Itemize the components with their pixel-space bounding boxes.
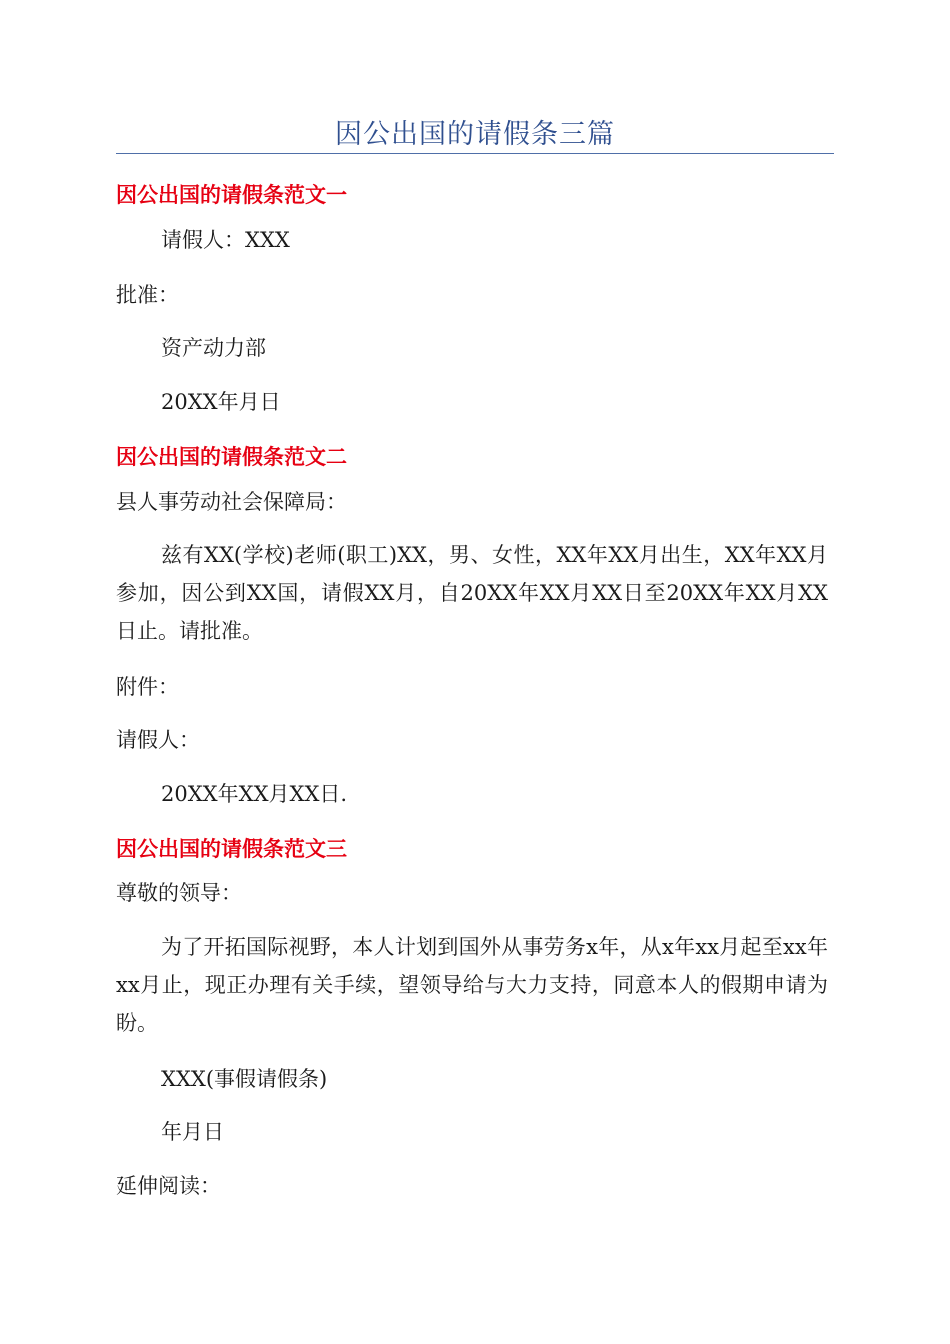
section-2-heading: 因公出国的请假条范文二 [116, 445, 347, 469]
section-3-heading: 因公出国的请假条范文三 [116, 837, 347, 861]
section-2-date: 20XX年XX月XX日. [161, 782, 348, 806]
title-underline [116, 153, 834, 154]
section-3-date: 年月日 [161, 1120, 224, 1144]
section-1-department: 资产动力部 [161, 336, 266, 360]
section-2-addressee: 县人事劳动社会保障局： [116, 490, 347, 514]
section-3-signature: XXX(事假请假条) [161, 1067, 328, 1091]
section-2-applicant: 请假人： [116, 728, 200, 752]
section-3-addressee: 尊敬的领导： [116, 881, 242, 905]
section-1-approve: 批准： [116, 283, 179, 307]
section-1-applicant: 请假人：XXX [161, 228, 290, 252]
section-2-body: 兹有XX(学校)老师(职工)XX，男、女性，XX年XX月出生，XX年XX月参加，因公到XX国，请假XX月，自20XX年XX月XX日至20XX年XX月XX日止。请批准。 [116, 543, 829, 643]
section-3-body: 为了开拓国际视野，本人计划到国外从事劳务x年，从x年xx月起至xx年xx月止，现正办理有关手续，望领导给与大力支持，同意本人的假期申请为盼。 [116, 935, 828, 1035]
section-2-attachment: 附件： [116, 675, 179, 699]
page-title: 因公出国的请假条三篇 [335, 119, 615, 150]
section-1-heading: 因公出国的请假条范文一 [116, 183, 347, 207]
section-1-date: 20XX年月日 [161, 390, 281, 414]
extended-reading-label: 延伸阅读： [116, 1174, 221, 1198]
